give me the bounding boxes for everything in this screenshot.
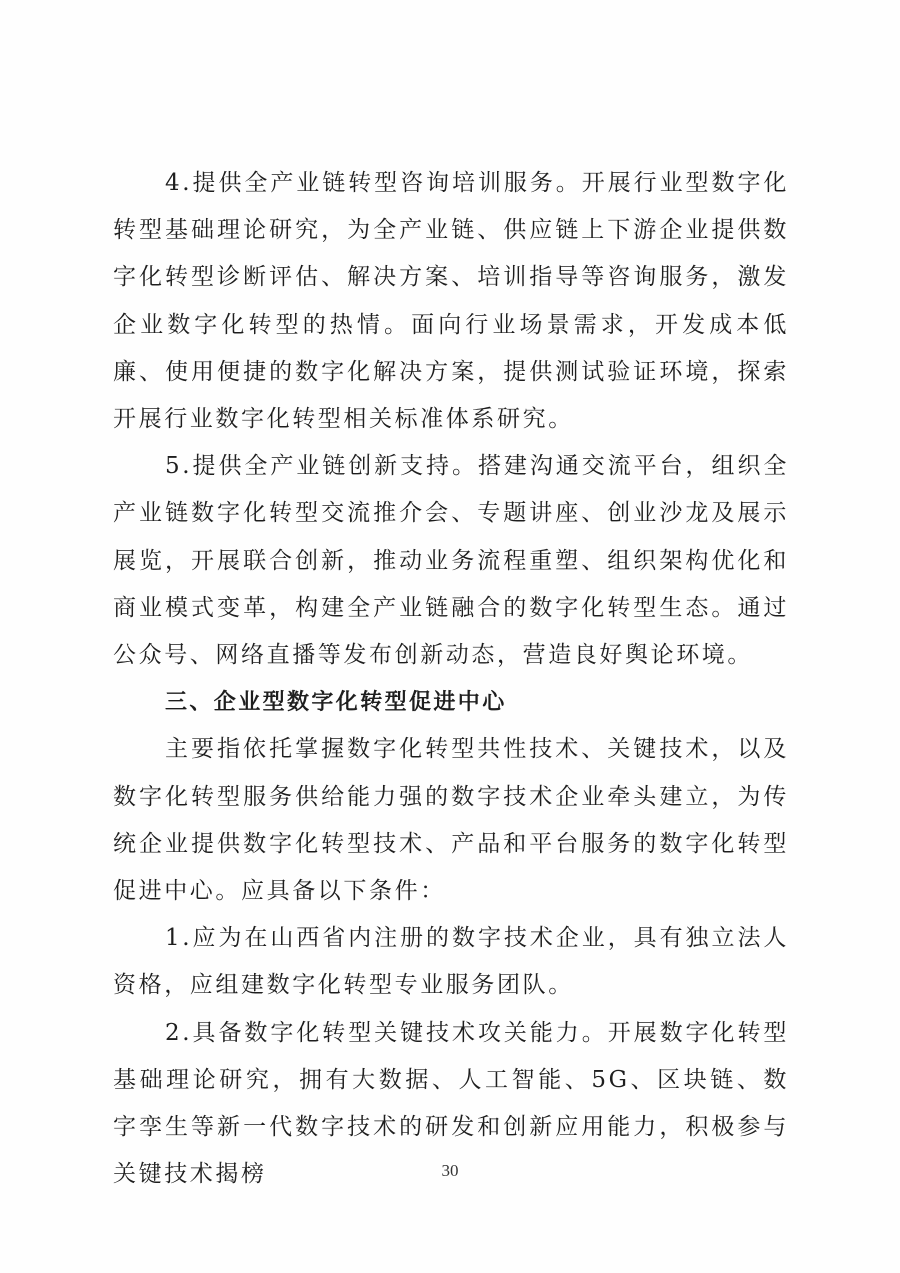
paragraph-service-consulting: 4.提供全产业链转型咨询培训服务。开展行业型数字化转型基础理论研究，为全产业链、供应链上下游企业提供数字化转型诊断评估、解决方案、培训指导等咨询服务，激发企业数字化转型的热情。面向行业场景需求，开发成本低廉、使用便捷的数字化解决方案，提供测试验证环境，探索开展行业数字化转型相关标准体系研究。	[113, 170, 789, 433]
paragraph-condition-1: 1.应为在山西省内注册的数字技术企业，具有独立法人资格，应组建数字化转型专业服务团队。	[113, 925, 789, 999]
paragraph-enterprise-definition: 主要指依托掌握数字化转型共性技术、关键技术，以及数字化转型服务供给能力强的数字技术企业牵头建立，为传统企业提供数字化转型技术、产品和平台服务的数字化转型促进中心。应具备以下条件：	[113, 736, 789, 905]
page-number: 30	[441, 1161, 459, 1180]
paragraph-condition-2: 2.具备数字化转型关键技术攻关能力。开展数字化转型基础理论研究，拥有大数据、人工智能、5G、区块链、数字孪生等新一代数字技术的研发和创新应用能力，积极参与关键技术揭榜	[113, 1019, 789, 1188]
document-body	[113, 160, 789, 1198]
paragraph-innovation-support: 5.提供全产业链创新支持。搭建沟通交流平台，组织全产业链数字化转型交流推介会、专题讲座、创业沙龙及展示展览，开展联合创新，推动业务流程重塑、组织架构优化和商业模式变革，构建全产业链融合的数字化转型生态。通过公众号、网络直播等发布创新动态，营造良好舆论环境。	[113, 453, 789, 669]
section-heading-enterprise-center: 三、企业型数字化转型促进中心	[165, 690, 507, 716]
